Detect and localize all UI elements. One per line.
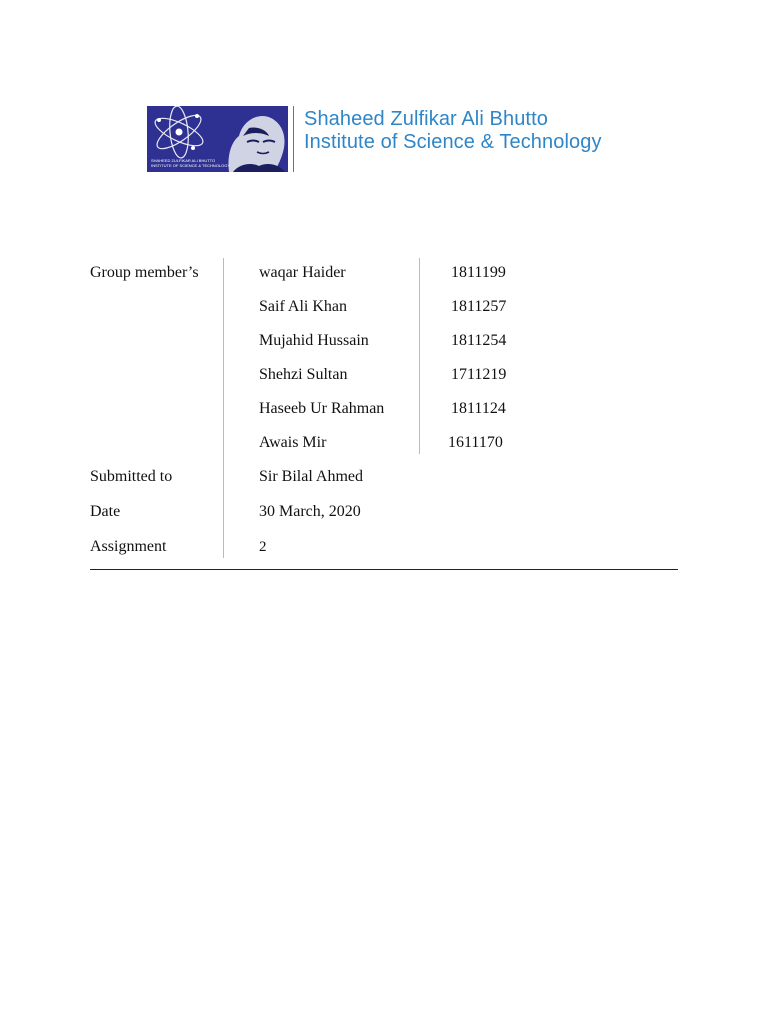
member-id: 1711219 [451, 366, 507, 383]
member-id: 1811199 [451, 264, 506, 281]
emblem-caption-line2: INSTITUTE OF SCIENCE & TECHNOLOGY [151, 163, 231, 168]
member-name: Haseeb Ur Rahman [259, 400, 385, 417]
member-id: 1811257 [451, 298, 507, 315]
logo-divider [293, 106, 294, 172]
member-name: Shehzi Sultan [259, 366, 348, 383]
assignment-label: Assignment [90, 538, 167, 555]
institute-logo [147, 104, 627, 176]
submitted-to-value: Sir Bilal Ahmed [259, 468, 363, 485]
institute-name-line1: Shaheed Zulfikar Ali Bhutto [304, 108, 548, 130]
column-divider-left [223, 258, 224, 558]
member-name: waqar Haider [259, 264, 346, 281]
member-id: 1811254 [451, 332, 507, 349]
column-divider-right [419, 258, 420, 454]
emblem-caption-line1: SHAHEED ZULFIKAR ALI BHUTTO [151, 158, 216, 163]
submitted-to-label: Submitted to [90, 468, 173, 485]
member-name: Mujahid Hussain [259, 332, 369, 349]
date-value: 30 March, 2020 [259, 503, 361, 520]
member-id: 1811124 [451, 400, 506, 417]
institute-name-line2: Institute of Science & Technology [304, 131, 602, 153]
bottom-rule [90, 569, 678, 570]
member-name: Awais Mir [259, 434, 327, 451]
member-name: Saif Ali Khan [259, 298, 347, 315]
group-members-label: Group member’s [90, 264, 199, 281]
atom-and-portrait-emblem-icon [147, 106, 288, 172]
date-label: Date [90, 503, 121, 520]
member-id: 1611170 [448, 434, 503, 451]
assignment-value: 2 [259, 539, 267, 555]
